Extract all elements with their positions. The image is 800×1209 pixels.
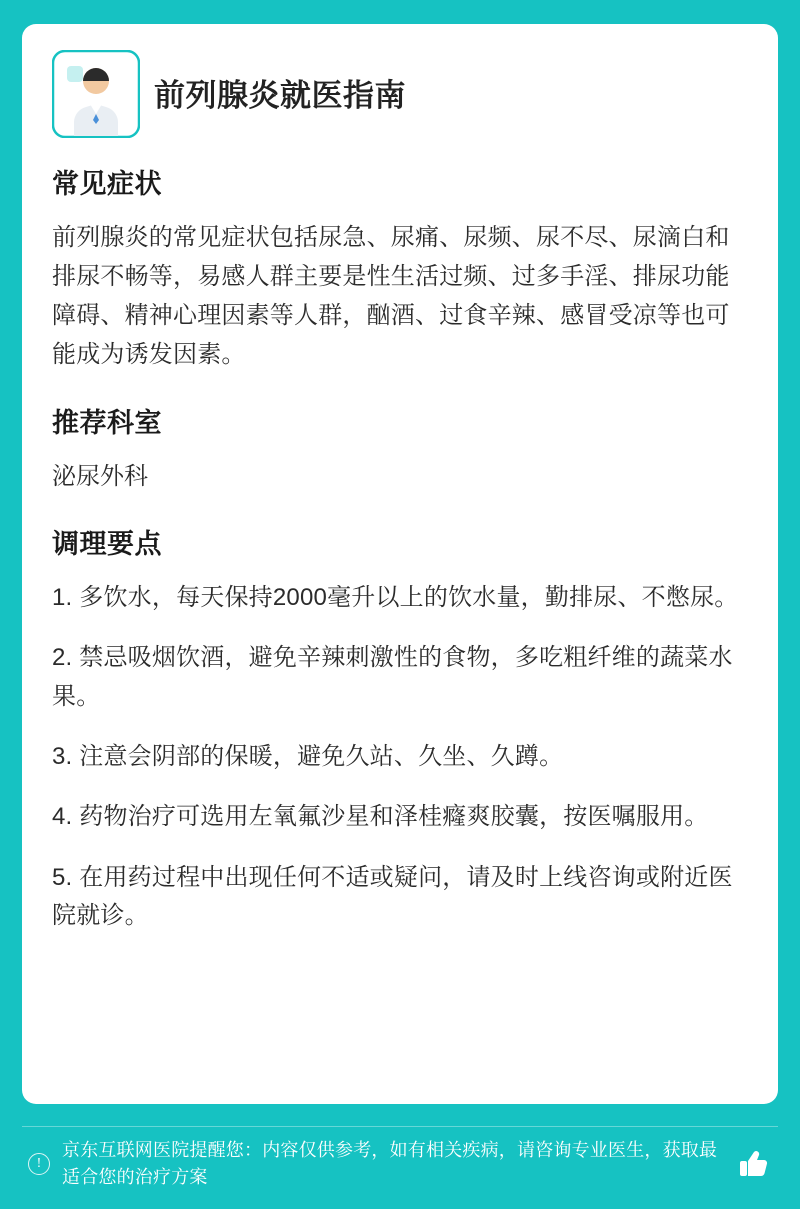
footer-text: 京东互联网医院提醒您：内容仅供参考，如有相关疾病，请咨询专业医生，获取最适合您的治疗方案 <box>62 1140 718 1187</box>
thumbs-up-icon[interactable] <box>736 1146 772 1182</box>
list-item: 4. 药物治疗可选用左氧氟沙星和泽桂癃爽胶囊，按医嘱服用。 <box>52 803 709 831</box>
guide-card <box>22 24 778 1104</box>
section-heading-tips: 调理要点 <box>52 528 162 559</box>
card-header <box>52 54 748 138</box>
list-item: 2. 禁忌吸烟饮酒，避免辛辣刺激性的食物，多吃粗纤维的蔬菜水果。 <box>52 644 733 710</box>
section-heading-symptoms: 常见症状 <box>52 169 162 199</box>
info-icon: ! <box>28 1153 50 1175</box>
section-text-symptoms: 前列腺炎的常见症状包括尿急、尿痛、尿频、尿不尽、尿滴白和排尿不畅等，易感人群主要是性生活过频、过多手淫、排尿功能障碍、精神心理因素等人群，酗酒、过食辛辣、感冒受凉等也可能成为诱发因素。 <box>52 224 730 368</box>
tips-list <box>52 579 748 936</box>
list-item: 3. 注意会阴部的保暖，避免久站、久坐、久蹲。 <box>52 743 564 771</box>
footer-disclaimer <box>22 1126 778 1191</box>
section-text-department: 泌尿外科 <box>52 462 148 490</box>
section-heading-department: 推荐科室 <box>52 407 162 438</box>
doctor-avatar-icon <box>52 50 140 138</box>
list-item: 1. 多饮水，每天保持2000毫升以上的饮水量，勤排尿、不憋尿。 <box>52 583 739 611</box>
page-title: 前列腺炎就医指南 <box>154 78 406 113</box>
list-item: 5. 在用药过程中出现任何不适或疑问，请及时上线咨询或附近医院就诊。 <box>52 863 733 930</box>
